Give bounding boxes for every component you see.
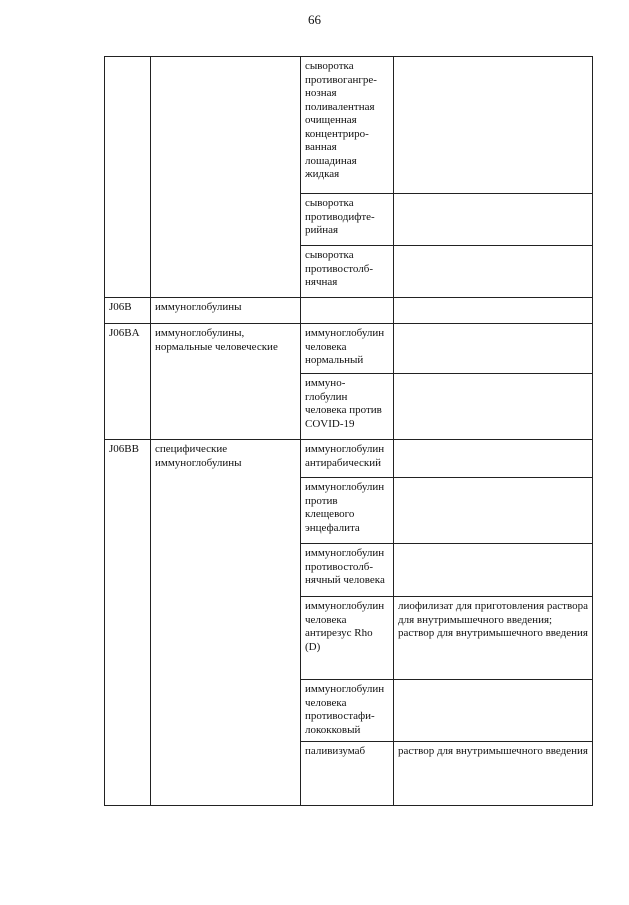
atc-code-cell: J06BA	[105, 324, 151, 440]
dosage-form-cell	[394, 246, 593, 298]
dosage-form-cell	[394, 298, 593, 324]
table-row	[105, 324, 593, 374]
dosage-form-cell	[394, 544, 593, 597]
dosage-form-text: лиофилизат для приготовления раствора для внутримышечного введения;	[398, 600, 588, 626]
drug-cell: иммуноглобулин человека нормальный	[301, 324, 394, 374]
atc-code-cell: J06BB	[105, 440, 151, 806]
drug-cell: сыворотка противогангре- нозная поливалентная очищенная концентриро- ванная лошадиная жидкая	[301, 57, 394, 194]
drug-cell: сыворотка противостолб- нячная	[301, 246, 394, 298]
drug-cell: иммуноглобулин человека антирезус Rho (D)	[301, 597, 394, 680]
dosage-form-text: раствор для внутримышечного введения	[398, 627, 588, 639]
dosage-form-cell	[394, 478, 593, 544]
group-cell: иммуноглобулины	[151, 298, 301, 324]
dosage-form-cell	[394, 440, 593, 478]
dosage-form-text: раствор для внутримышечного введения	[398, 745, 588, 757]
page-number: 66	[308, 12, 321, 27]
group-cell	[151, 57, 301, 298]
atc-code-cell: J06B	[105, 298, 151, 324]
table-row	[105, 298, 593, 324]
dosage-form-cell	[394, 324, 593, 374]
dosage-form-cell	[394, 374, 593, 440]
drug-cell: иммуноглобулин противостолб- нячный человека	[301, 544, 394, 597]
dosage-form-cell	[394, 57, 593, 194]
table-row	[105, 57, 593, 194]
drug-cell: сыворотка противодифте- рийная	[301, 194, 394, 246]
dosage-form-cell	[394, 597, 593, 680]
drug-cell: иммуноглобулин против клещевого энцефалита	[301, 478, 394, 544]
drug-cell: иммуно- глобулин человека против COVID-19	[301, 374, 394, 440]
drug-cell: паливизумаб	[301, 742, 394, 806]
drug-cell	[301, 298, 394, 324]
group-cell: иммуноглобулины, нормальные человеческие	[151, 324, 301, 440]
drug-table	[104, 56, 593, 806]
atc-code-cell	[105, 57, 151, 298]
drug-cell: иммуноглобулин человека противостафи- лококковый	[301, 680, 394, 742]
table-row	[105, 440, 593, 478]
dosage-form-cell	[394, 742, 593, 806]
dosage-form-cell	[394, 194, 593, 246]
group-cell: специфические иммуноглобулины	[151, 440, 301, 806]
drug-cell: иммуноглобулин антирабический	[301, 440, 394, 478]
dosage-form-cell	[394, 680, 593, 742]
